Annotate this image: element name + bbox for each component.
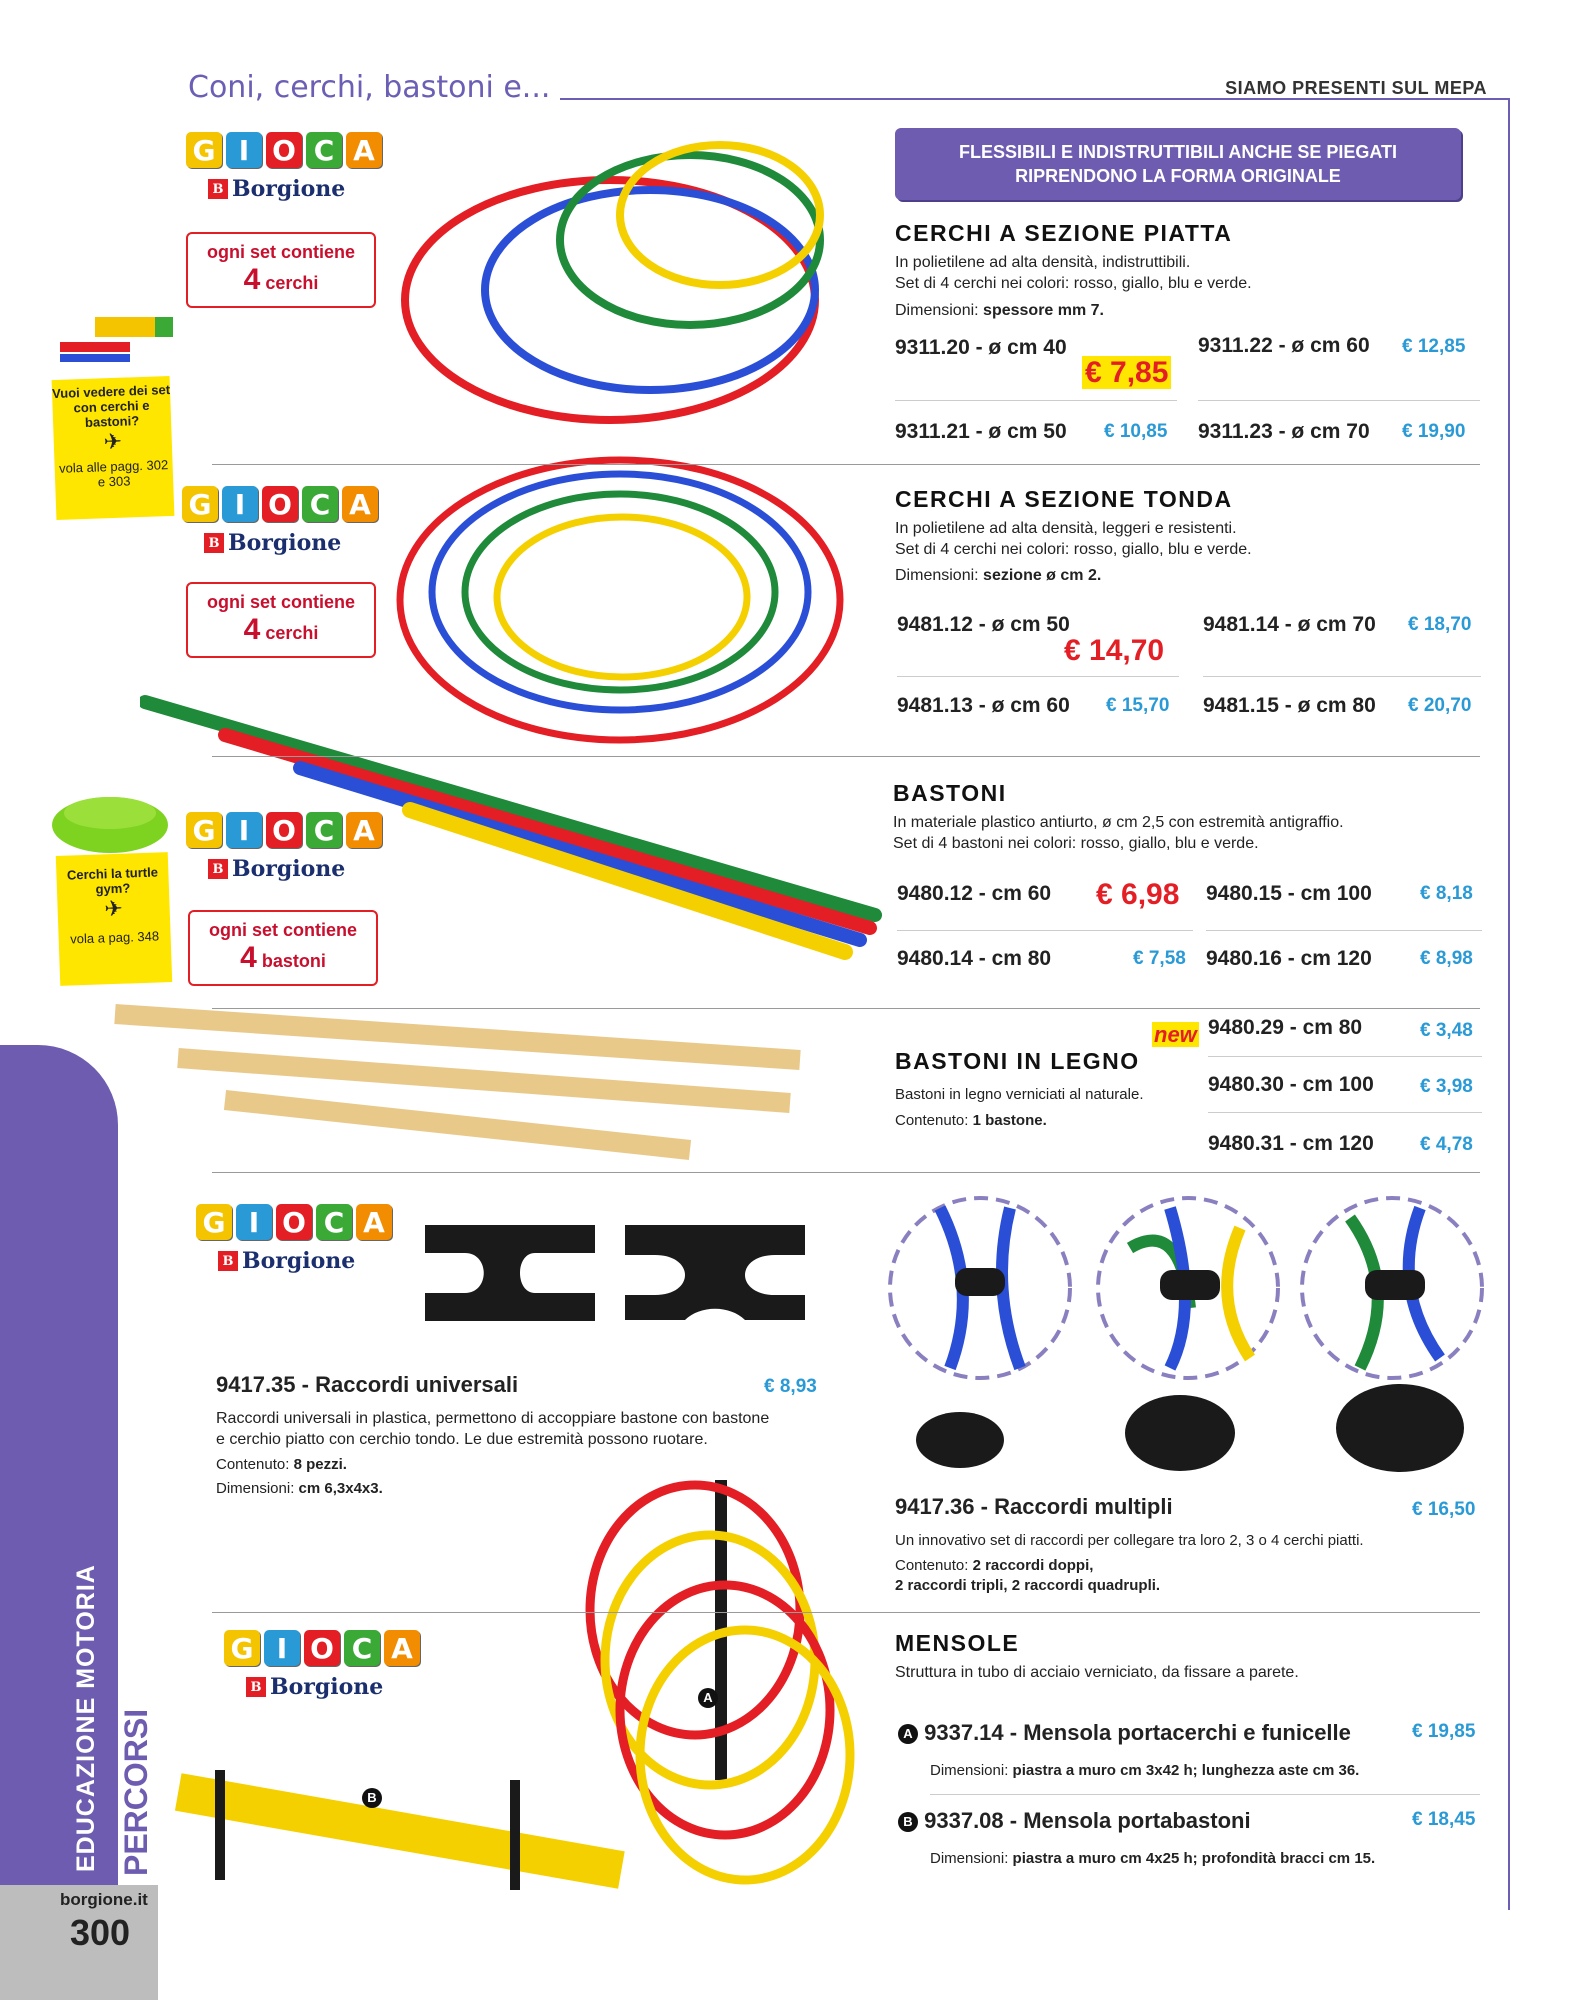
product-price: € 14,70	[1064, 634, 1165, 667]
wooden-sticks-image	[110, 1000, 810, 1170]
page-title: Coni, cerchi, bastoni e...	[188, 70, 551, 105]
row-divider	[1203, 676, 1481, 677]
cross-reference-note	[52, 376, 175, 520]
product-dimensions	[216, 1478, 383, 1499]
gioca-letter: O	[262, 486, 298, 522]
gioca-letter: G	[196, 1204, 232, 1240]
product-code: 9480.29 - cm 80	[1208, 1016, 1363, 1039]
row-divider	[895, 400, 1177, 401]
label-a-badge: A	[698, 1688, 718, 1708]
gioca-letter: C	[302, 486, 338, 522]
gioca-letter: I	[226, 132, 262, 168]
borgione-brand	[208, 176, 386, 202]
dim-value: sezione ø cm 2.	[983, 567, 1102, 584]
connector-quad	[1365, 1270, 1425, 1300]
stick-blue	[300, 768, 860, 940]
gioca-letter: I	[236, 1204, 272, 1240]
product-content-cont: 2 raccordi tripli, 2 raccordi quadrupli.	[895, 1577, 1161, 1594]
dim-value: cm 6,3x4x3.	[298, 1480, 383, 1497]
set-box-number: 4	[243, 263, 261, 296]
product-description: e cerchio piatto con cerchio tondo. Le due estremità possono ruotare.	[216, 1431, 708, 1448]
product-code: 9480.15 - cm 100	[1206, 882, 1372, 905]
borgione-name: Borgione	[270, 1674, 384, 1700]
mepa-label: SIAMO PRESENTI SUL MEPA	[1225, 78, 1487, 98]
borgione-name: Borgione	[232, 856, 346, 882]
paper-plane-icon: ✈	[103, 428, 123, 455]
product-name: Raccordi universali	[315, 1372, 519, 1397]
new-label: new	[1154, 1022, 1197, 1047]
stick-shelf-image	[170, 1750, 630, 1910]
product-code: 9417.35	[216, 1372, 296, 1397]
gioca-letter: I	[226, 812, 262, 848]
product-price: € 19,85	[1412, 1721, 1476, 1742]
hoop-green	[465, 494, 775, 690]
gioca-letter: C	[306, 812, 342, 848]
gioca-letters	[186, 132, 386, 168]
gioca-letters	[196, 1204, 396, 1240]
product-code: 9481.14 - ø cm 70	[1203, 613, 1376, 636]
section-description: In materiale plastico antiurto, ø cm 2,5 con estremità antigraffio.	[893, 814, 1344, 831]
section-description: In polietilene ad alta densità, indistruttibili.	[895, 254, 1191, 271]
product-price: € 20,70	[1408, 695, 1472, 716]
dim-value: piastra a muro cm 4x25 h; profondità bracci cm 15.	[1012, 1850, 1376, 1867]
right-border	[1508, 98, 1510, 1910]
section-dimensions	[895, 565, 1101, 586]
gioca-letter: O	[266, 132, 302, 168]
borgione-mark-icon: B	[204, 533, 224, 553]
section-divider	[212, 1008, 1480, 1009]
gioca-logo	[224, 1630, 424, 1720]
product-price: € 7,58	[1133, 948, 1186, 969]
row-divider	[897, 676, 1179, 677]
set-box-number: 4	[243, 613, 261, 646]
image-label-b	[362, 1788, 382, 1808]
universal-connectors-image	[420, 1220, 820, 1330]
content-value: 1 bastone.	[972, 1112, 1047, 1129]
badge-b-icon: B	[898, 1812, 918, 1832]
banner-line-1: FLESSIBILI E INDISTRUTTIBILI ANCHE SE PIEGATI	[958, 142, 1398, 162]
section-description: Set di 4 bastoni nei colori: rosso, giallo, blu e verde.	[893, 835, 1259, 852]
connector-triple	[1160, 1270, 1220, 1300]
product-price: € 3,98	[1420, 1076, 1473, 1097]
product-code: 9337.14	[924, 1720, 1004, 1745]
section-description: In polietilene ad alta densità, leggeri e resistenti.	[895, 520, 1237, 537]
stick-red	[225, 735, 870, 928]
gioca-letter: A	[384, 1630, 420, 1666]
section-description: Struttura in tubo di acciaio verniciato, da fissare a parete.	[895, 1664, 1299, 1681]
product-code: 9480.16 - cm 120	[1206, 947, 1372, 970]
product-code: 9480.14 - cm 80	[897, 947, 1052, 970]
product-code: 9417.36	[895, 1494, 975, 1519]
product-dimensions	[930, 1848, 1375, 1869]
product-code: 9311.21 - ø cm 50	[895, 420, 1067, 443]
borgione-brand	[218, 1248, 396, 1274]
dim-value: spessore mm 7.	[983, 302, 1104, 319]
section-divider	[212, 1612, 1480, 1613]
product-price: € 3,48	[1420, 1020, 1473, 1041]
gioca-letter: C	[306, 132, 342, 168]
section-divider	[212, 464, 1480, 465]
product-code: 9311.23 - ø cm 70	[1198, 420, 1370, 443]
gioca-letters	[224, 1630, 424, 1666]
set-box-label: ogni set contiene	[206, 242, 356, 262]
dim-label: Dimensioni:	[895, 567, 979, 584]
banner-line-2: RIPRENDONO LA FORMA ORIGINALE	[1015, 166, 1341, 186]
connector-double	[916, 1412, 1004, 1468]
gioca-letter: I	[222, 486, 258, 522]
mini-bar-red	[60, 342, 130, 352]
section-content	[895, 1110, 1047, 1131]
product-code: 9480.30 - cm 100	[1208, 1073, 1374, 1096]
gioca-letter: C	[316, 1204, 352, 1240]
product-price: € 10,85	[1104, 421, 1168, 442]
set-box-count	[188, 263, 374, 297]
heading-separator: -	[980, 1494, 988, 1519]
wood-stick	[225, 1100, 690, 1150]
stick-green	[145, 702, 875, 915]
row-divider	[897, 930, 1193, 931]
product-heading	[898, 1720, 1351, 1746]
gioca-letter: G	[182, 486, 218, 522]
product-price: € 8,93	[764, 1376, 817, 1397]
borgione-mark-icon: B	[208, 179, 228, 199]
page-number: 300	[70, 1912, 131, 1953]
product-code: 9481.13 - ø cm 60	[897, 694, 1070, 717]
connector-piece	[625, 1225, 805, 1320]
hoop-green	[560, 155, 820, 325]
gioca-letter: I	[264, 1630, 300, 1666]
image-label-a	[698, 1688, 718, 1708]
product-code: 9480.12 - cm 60	[897, 882, 1052, 905]
product-heading	[216, 1372, 518, 1398]
sticks-image	[140, 690, 890, 970]
mini-set-illustration	[50, 312, 180, 372]
product-dimensions	[930, 1760, 1359, 1781]
section-title: MENSOLE	[895, 1630, 1020, 1656]
hoop-yellow	[497, 517, 747, 677]
hoop-blue	[485, 190, 815, 390]
section-description: Bastoni in legno verniciati al naturale.	[895, 1086, 1144, 1103]
product-code: 9337.08	[924, 1808, 1004, 1833]
shelf-bracket	[510, 1780, 520, 1890]
connector-piece	[425, 1225, 595, 1321]
mini-block-yellow	[95, 317, 155, 337]
borgione-mark-icon: B	[208, 859, 228, 879]
product-code: 9311.22 - ø cm 60	[1198, 334, 1370, 357]
section-dimensions	[895, 300, 1104, 321]
hoop-yellow	[620, 145, 820, 285]
product-price: € 18,45	[1412, 1809, 1476, 1830]
dim-label: Dimensioni:	[930, 1850, 1009, 1867]
product-heading	[895, 1494, 1173, 1520]
paper-plane-icon: ✈	[103, 895, 124, 922]
product-price	[1082, 356, 1171, 390]
section-divider	[212, 1172, 1480, 1173]
heading-separator: -	[1009, 1720, 1018, 1745]
product-price: € 12,85	[1402, 336, 1466, 357]
set-box-unit: cerchi	[265, 273, 319, 293]
set-box-unit: bastoni	[261, 951, 326, 971]
section-description: Set di 4 cerchi nei colori: rosso, giallo, blu e verde.	[895, 541, 1252, 558]
product-description: Raccordi universali in plastica, permettono di accoppiare bastone con bastone	[216, 1410, 770, 1427]
product-price: € 15,70	[1106, 695, 1170, 716]
borgione-mark-icon: B	[246, 1677, 266, 1697]
product-price: € 8,98	[1420, 948, 1473, 969]
dim-value: piastra a muro cm 3x42 h; lunghezza aste cm 36.	[1012, 1762, 1360, 1779]
product-price: € 4,78	[1420, 1134, 1473, 1155]
product-code: 9311.20 - ø cm 40	[895, 336, 1067, 359]
heading-separator: -	[1009, 1808, 1018, 1833]
gioca-letters	[182, 486, 382, 522]
gioca-letter: A	[346, 812, 382, 848]
side-section-label: EDUCAZIONE MOTORIA	[72, 1564, 100, 1872]
feature-banner	[895, 128, 1461, 200]
product-price: € 18,70	[1408, 614, 1472, 635]
note-page-ref: vola alle pagg. 302 e 303	[58, 457, 169, 490]
content-label: Contenuto:	[895, 1112, 969, 1129]
gioca-letter: G	[186, 132, 222, 168]
row-divider	[1198, 400, 1480, 401]
gioca-letter: O	[304, 1630, 340, 1666]
set-box-unit: cerchi	[265, 623, 319, 643]
content-value: 8 pezzi.	[293, 1456, 347, 1473]
product-name: Raccordi multipli	[994, 1494, 1173, 1519]
shelf-bracket	[215, 1770, 225, 1880]
new-badge	[1152, 1022, 1199, 1048]
connector-triple	[1125, 1395, 1235, 1471]
borgione-brand	[246, 1674, 424, 1700]
gioca-letter: G	[224, 1630, 260, 1666]
set-box-label: ogni set contiene	[208, 920, 358, 940]
gioca-letter: O	[276, 1204, 312, 1240]
gioca-logo	[196, 1204, 396, 1294]
site-url: borgione.it	[60, 1890, 148, 1909]
label-b-badge: B	[362, 1788, 382, 1808]
gioca-letter: C	[344, 1630, 380, 1666]
product-description: Un innovativo set di raccordi per collegare tra loro 2, 3 o 4 cerchi piatti.	[895, 1532, 1364, 1549]
product-code: 9481.15 - ø cm 80	[1203, 694, 1376, 717]
gioca-letter: A	[346, 132, 382, 168]
set-contents-box	[186, 232, 376, 308]
gioca-letter: A	[342, 486, 378, 522]
content-label: Contenuto:	[216, 1456, 290, 1473]
gioca-letter: A	[356, 1204, 392, 1240]
product-code: 9481.12 - ø cm 50	[897, 613, 1070, 636]
dim-label: Dimensioni:	[216, 1480, 295, 1497]
borgione-name: Borgione	[232, 176, 346, 202]
gioca-letter: O	[266, 812, 302, 848]
borgione-name: Borgione	[228, 530, 342, 556]
borgione-name: Borgione	[242, 1248, 356, 1274]
borgione-brand	[204, 530, 382, 556]
dim-label: Dimensioni:	[930, 1762, 1009, 1779]
product-price: € 19,90	[1402, 421, 1466, 442]
dim-label: Dimensioni:	[895, 302, 979, 319]
product-price: € 16,50	[1412, 1499, 1476, 1520]
note-question: Cerchi la turtle gym?	[66, 864, 159, 897]
section-divider	[212, 756, 1480, 757]
content-value: 2 raccordi doppi,	[972, 1557, 1094, 1574]
set-box-label: ogni set contiene	[206, 592, 356, 612]
section-title: BASTONI	[893, 780, 1007, 806]
set-contents-box	[186, 582, 376, 658]
gioca-logo	[186, 132, 386, 222]
shelf-stick-yellow	[175, 1773, 625, 1889]
product-price: € 8,18	[1420, 883, 1473, 904]
connector-double	[955, 1268, 1005, 1296]
set-box-number: 4	[240, 941, 257, 974]
set-box-count	[188, 613, 374, 647]
row-divider	[1206, 930, 1482, 931]
note-page-ref: vola a pag. 348	[69, 928, 160, 947]
section-title: CERCHI A SEZIONE TONDA	[895, 486, 1233, 512]
hoop-shelf-image	[585, 1470, 885, 1890]
section-description: Set di 4 cerchi nei colori: rosso, giallo, blu e verde.	[895, 275, 1252, 292]
row-divider	[930, 1794, 1480, 1795]
multiple-connectors-image	[880, 1188, 1500, 1478]
product-heading	[898, 1808, 1251, 1834]
product-content	[216, 1454, 347, 1475]
row-divider	[1208, 1056, 1482, 1057]
product-name: Mensola portacerchi e funicelle	[1023, 1720, 1351, 1745]
heading-separator: -	[301, 1372, 309, 1397]
side-subsection-label: PERCORSI	[118, 1703, 155, 1882]
gioca-letter: G	[186, 812, 222, 848]
connector-quad	[1336, 1384, 1464, 1472]
price-highlight: € 7,85	[1082, 356, 1171, 389]
content-label: Contenuto:	[895, 1557, 969, 1574]
mini-block-green	[155, 317, 173, 337]
gioca-logo	[182, 486, 382, 576]
row-divider	[1208, 1112, 1482, 1113]
product-price: € 6,98	[1096, 878, 1180, 911]
product-code: 9480.31 - cm 120	[1208, 1132, 1374, 1155]
section-title: BASTONI IN LEGNO	[895, 1048, 1140, 1074]
borgione-mark-icon: B	[218, 1251, 238, 1271]
mini-bar-blue	[60, 354, 130, 362]
badge-a-icon: A	[898, 1724, 918, 1744]
flat-hoops-image	[400, 130, 860, 430]
section-title: CERCHI A SEZIONE PIATTA	[895, 220, 1233, 246]
product-content	[895, 1555, 1093, 1576]
product-name: Mensola portabastoni	[1023, 1808, 1251, 1833]
note-question: Vuoi vedere dei set con cerchi e bastoni?	[51, 381, 171, 430]
